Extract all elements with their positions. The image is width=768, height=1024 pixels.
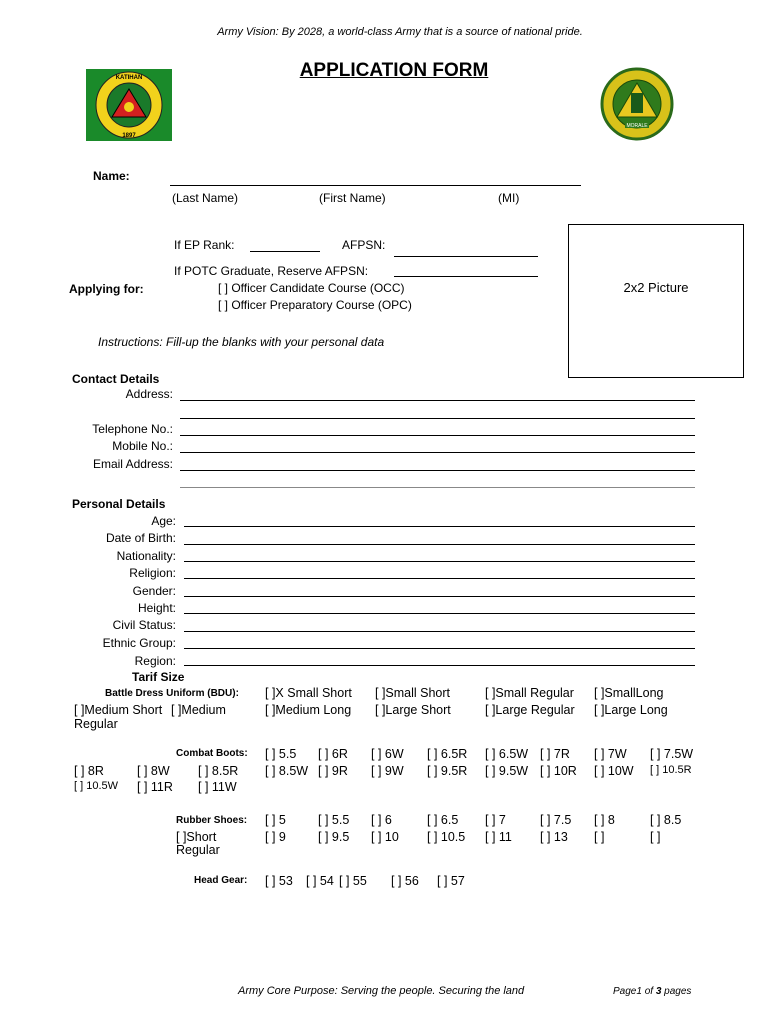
boot-option[interactable]: [ ] 10.5R (650, 764, 692, 776)
boot-option[interactable]: [ ] 6.5R (427, 747, 468, 761)
tarif-heading: Tarif Size (132, 670, 185, 684)
head-gear-option[interactable]: [ ] 54 (306, 874, 334, 888)
picture-box[interactable] (568, 224, 744, 378)
age-label: Age: (151, 514, 176, 528)
rubber-option[interactable]: [ ] 8 (594, 813, 615, 827)
email-field[interactable] (180, 470, 695, 471)
boot-option[interactable]: [ ] 10W (594, 764, 634, 778)
telephone-label: Telephone No.: (92, 422, 173, 436)
address-field-1[interactable] (180, 400, 695, 401)
occ-option[interactable]: [ ] Officer Candidate Course (OCC) (218, 281, 405, 295)
religion-label: Religion: (129, 566, 176, 580)
head-gear-label: Head Gear: (194, 875, 248, 886)
personal-heading: Personal Details (72, 497, 166, 511)
apmc-logo (597, 67, 677, 141)
rubber-option[interactable]: [ ] 9.5 (318, 830, 350, 844)
rubber-label: Rubber Shoes: (176, 815, 248, 826)
height-label: Height: (137, 601, 176, 615)
boot-option[interactable]: [ ] 6W (371, 747, 404, 761)
ethnic-group-field[interactable] (184, 648, 695, 649)
army-seal-icon (86, 69, 172, 141)
rubber-option[interactable]: [ ] 6.5 (427, 813, 459, 827)
bdu-small-short[interactable]: [ ]Small Short (375, 686, 451, 700)
rubber-option[interactable]: [ ] 7.5 (540, 813, 572, 827)
boots-label: Combat Boots: (176, 748, 248, 759)
boot-option[interactable]: [ ] 8W (137, 764, 170, 778)
boot-option[interactable]: [ ] 9R (318, 764, 348, 778)
rubber-option[interactable]: [ ] 9 (265, 830, 286, 844)
dob-field[interactable] (184, 544, 695, 545)
boot-option[interactable]: [ ] 9.5W (485, 764, 529, 778)
head-gear-option[interactable]: [ ] 55 (339, 874, 367, 888)
applying-label: Applying for: (69, 282, 144, 296)
boot-option[interactable]: [ ] 9.5R (427, 764, 468, 778)
boot-option[interactable]: [ ] 8.5R (198, 764, 239, 778)
bdu-regular-wrap: Regular (74, 717, 118, 731)
rubber-regular-wrap: Regular (176, 843, 220, 857)
divider (180, 487, 695, 488)
svg-text:MORALE: MORALE (626, 123, 648, 129)
page-title: APPLICATION FORM (299, 60, 489, 81)
religion-field[interactable] (184, 578, 695, 579)
contact-heading: Contact Details (72, 372, 160, 386)
svg-text:KATIHAN: KATIHAN (115, 75, 143, 81)
head-gear-option[interactable]: [ ] 56 (391, 874, 419, 888)
vision-text: Army Vision: By 2028, a world-class Army that is a source of national pride. (217, 26, 583, 38)
apmc-seal-icon (597, 67, 677, 141)
gender-field[interactable] (184, 596, 695, 597)
age-field[interactable] (184, 526, 695, 527)
rubber-option[interactable]: [ ] 5.5 (318, 813, 350, 827)
address-field-2[interactable] (180, 418, 695, 419)
picture-caption: 2x2 Picture (623, 280, 689, 295)
core-purpose-text: Army Core Purpose: Serving the people. Securing the land (238, 985, 525, 997)
bdu-label: Battle Dress Uniform (BDU): (105, 688, 239, 699)
dob-label: Date of Birth: (105, 531, 176, 545)
boot-option[interactable]: [ ] 5.5 (265, 747, 297, 761)
opc-option[interactable]: [ ] Officer Preparatory Course (OPC) (218, 298, 412, 312)
nationality-label: Nationality: (116, 549, 176, 563)
boot-option[interactable]: [ ] 8.5W (265, 764, 309, 778)
potc-label: If POTC Graduate, Reserve AFPSN: (174, 264, 369, 278)
afpsn-field[interactable] (394, 256, 538, 257)
boot-option[interactable]: [ ] 7R (540, 747, 570, 761)
boot-option[interactable]: [ ] 6.5W (485, 747, 529, 761)
boot-option[interactable]: [ ] 10R (540, 764, 577, 778)
email-label: Email Address: (92, 457, 173, 471)
boot-option[interactable]: [ ] 11W (198, 780, 237, 794)
bdu-medium-short[interactable]: [ ]Medium Short (74, 703, 163, 717)
gender-label: Gender: (132, 584, 176, 598)
head-gear-option[interactable]: [ ] 57 (437, 874, 465, 888)
head-gear-option[interactable]: [ ] 53 (265, 874, 293, 888)
mobile-field[interactable] (180, 452, 695, 453)
boot-option[interactable]: [ ] 8R (74, 764, 104, 778)
mobile-label: Mobile No.: (112, 439, 173, 453)
civil-status-label: Civil Status: (112, 618, 176, 632)
nationality-field[interactable] (184, 561, 695, 562)
last-name-caption: (Last Name) (172, 191, 239, 205)
bdu-xs-short[interactable]: [ ]X Small Short (265, 686, 352, 700)
page-indicator: Page1 of 3 pages (613, 986, 692, 997)
boot-option[interactable]: [ ] 7.5W (650, 747, 694, 761)
rubber-option[interactable]: [ ] (594, 830, 605, 844)
address-label: Address: (125, 387, 173, 401)
bdu-large-regular[interactable]: [ ]Large Regular (485, 703, 575, 717)
bdu-small-long[interactable]: [ ]SmallLong (594, 686, 664, 700)
rubber-option[interactable]: [ ] 8.5 (650, 813, 682, 827)
bdu-large-short[interactable]: [ ]Large Short (375, 703, 451, 717)
army-logo (86, 69, 172, 141)
height-field[interactable] (184, 613, 695, 614)
rubber-option[interactable]: [ ] 5 (265, 813, 286, 827)
rubber-option[interactable]: [ ] 13 (540, 830, 568, 844)
telephone-field[interactable] (180, 435, 695, 436)
bdu-small-regular[interactable]: [ ]Small Regular (485, 686, 574, 700)
svg-text:1897: 1897 (122, 133, 136, 139)
rubber-option[interactable]: [ ] (650, 830, 661, 844)
name-line[interactable] (170, 185, 581, 186)
name-label: Name: (93, 169, 130, 183)
bdu-medium[interactable]: [ ]Medium (171, 703, 226, 717)
bdu-large-long[interactable]: [ ]Large Long (594, 703, 668, 717)
ethnic-group-label: Ethnic Group: (102, 636, 176, 650)
boot-option[interactable]: [ ] 9W (371, 764, 404, 778)
first-name-caption: (First Name) (319, 191, 386, 205)
boot-option[interactable]: [ ] 7W (594, 747, 627, 761)
boot-option[interactable]: [ ] 11R (137, 780, 173, 794)
rubber-option[interactable]: [ ]Short (176, 830, 217, 844)
rubber-option[interactable]: [ ] 10.5 (427, 830, 466, 844)
rubber-option[interactable]: [ ] 10 (371, 830, 399, 844)
rubber-option[interactable]: [ ] 6 (371, 813, 392, 827)
boot-option[interactable]: [ ] 6R (318, 747, 348, 761)
rubber-option[interactable]: [ ] 7 (485, 813, 506, 827)
ep-rank-field[interactable] (250, 251, 320, 252)
afpsn-label: AFPSN: (342, 238, 386, 252)
ep-rank-label: If EP Rank: (174, 238, 235, 252)
boot-option[interactable]: [ ] 10.5W (74, 780, 119, 792)
region-label: Region: (134, 654, 176, 668)
civil-status-field[interactable] (184, 631, 695, 632)
bdu-medium-long[interactable]: [ ]Medium Long (265, 703, 352, 717)
potc-afpsn-field[interactable] (394, 276, 538, 277)
instructions-text: Instructions: Fill-up the blanks with your personal data (98, 335, 385, 349)
mi-caption: (MI) (498, 191, 520, 205)
rubber-option[interactable]: [ ] 11 (485, 830, 512, 844)
region-field[interactable] (184, 665, 695, 666)
